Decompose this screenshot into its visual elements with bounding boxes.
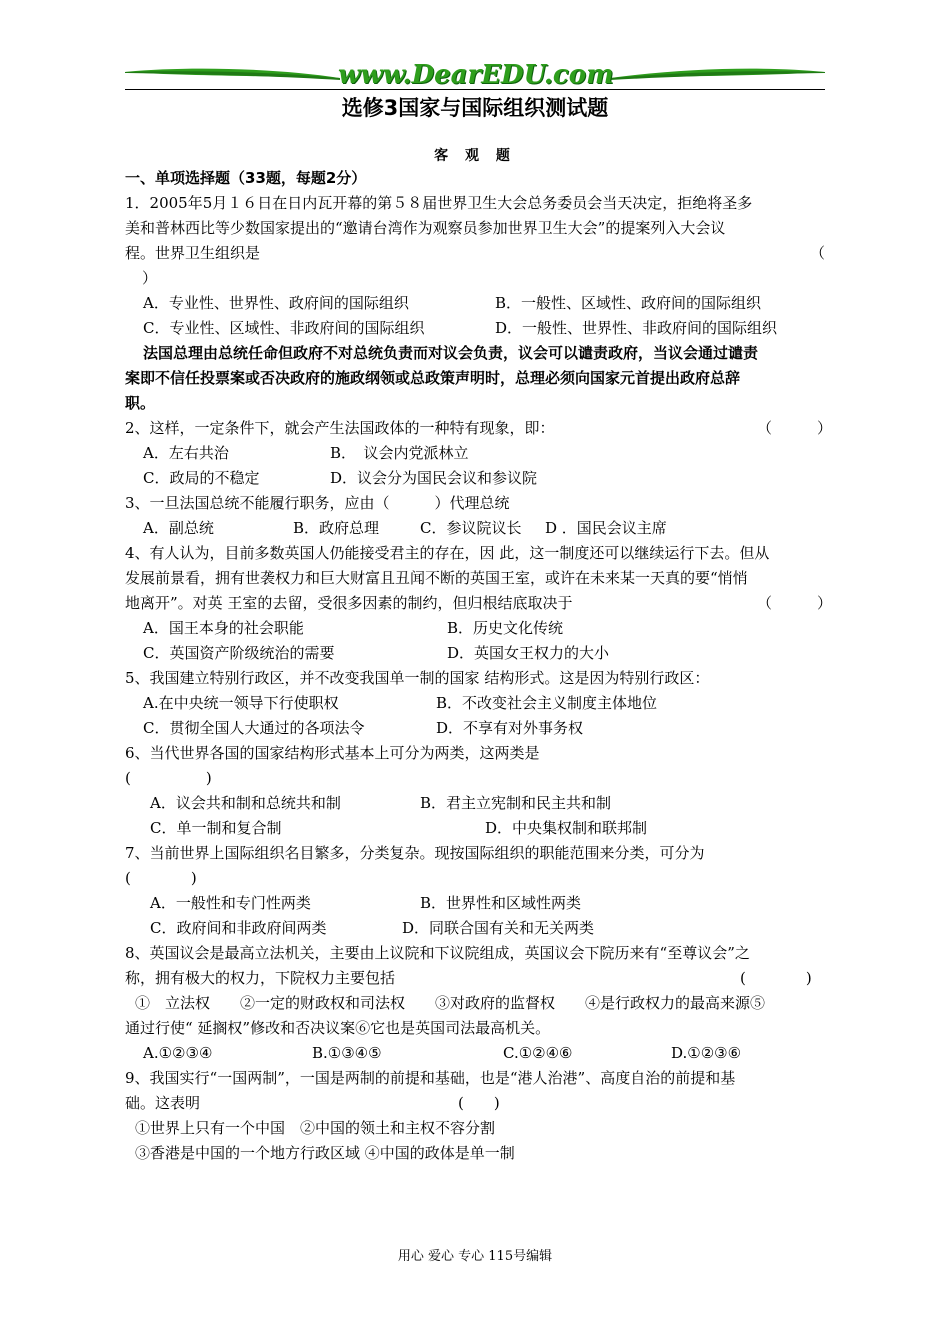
q9-answer-paren: ( ) <box>458 1094 500 1112</box>
q3-option-b: B．政府总理 <box>293 519 380 537</box>
q4-option-a: A．国王本身的社会职能 <box>143 619 304 637</box>
q3-option-c: C．参议院议长 <box>420 519 522 537</box>
q1-stem-line2: 美和普林西比等少数国家提出的“邀请台湾作为观察员参加世界卫生大会”的提案列入大会议 <box>125 219 726 237</box>
q2-answer-paren: （ ） <box>757 419 833 437</box>
q6-stem: 6、当代世界各国的国家结构形式基本上可分为两类，这两类是 <box>125 744 540 762</box>
q5-stem: 5、我国建立特别行政区，并不改变我国单一制的国家 结构形式。这是因为特别行政区： <box>125 669 710 687</box>
passage-line3: 职。 <box>125 394 156 412</box>
q9-stem-line1: 9、我国实行“一国两制”，一国是两制的前提和基础，也是“港人治港”、高度自治的前提和基 <box>125 1069 736 1087</box>
section-heading: 一、单项选择题（33题，每题2分） <box>125 169 367 187</box>
q4-stem-line2: 发展前景看，拥有世袭权力和巨大财富且丑闻不断的英国王室，或许在未来某一天真的要“悄悄 <box>125 569 748 587</box>
q8-statements-line2: 通过行使“ 延搁权”修改和否决议案⑥它也是英国司法最高机关。 <box>125 1019 551 1037</box>
q6-option-a: A．议会共和制和总统共和制 <box>150 794 341 812</box>
q4-option-c: C．英国资产阶级统治的需要 <box>143 644 335 662</box>
q2-option-d: D．议会分为国民会议和参议院 <box>330 469 538 487</box>
q7-option-c: C．政府间和非政府间两类 <box>150 919 327 937</box>
q4-stem-line3: 地离开”。对英 王室的去留，受很多因素的制约，但归根结底取决于 <box>125 594 573 612</box>
q8-stem-line1: 8、英国议会是最高立法机关，主要由上议院和下议院组成，英国议会下院历来有“至尊议会”之 <box>125 944 750 962</box>
q3-stem: 3、一旦法国总统不能履行职务，应由（ ）代理总统 <box>125 494 510 512</box>
q5-option-b: B．不改变社会主义制度主体地位 <box>436 694 658 712</box>
passage-line1: 法国总理由总统任命但政府不对总统负责而对议会负责，议会可以谴责政府，当议会通过谴责 <box>143 344 759 362</box>
section-subtitle: 客 观 题 <box>434 148 516 164</box>
site-logo-text: www.DearEDU.com <box>338 60 614 90</box>
q7-option-d: D．同联合国有关和无关两类 <box>402 919 595 937</box>
q4-stem-line1: 4、有人认为，目前多数英国人仍能接受君主的存在，因 此，这一制度还可以继续运行下去。但从 <box>125 544 770 562</box>
passage-line2: 案即不信任投票案或否决政府的施政纲领或总政策声明时，总理必须向国家元首提出政府总辞 <box>125 369 741 387</box>
q3-option-a: A．副总统 <box>143 519 214 537</box>
q7-answer-paren: ( ) <box>125 869 197 887</box>
page-footer: 用心 爱心 专心 115号编辑 <box>397 1249 553 1264</box>
q8-stem-line2: 称，拥有极大的权力，下院权力主要包括 <box>125 969 396 987</box>
q8-answer-paren: ( ) <box>740 969 812 987</box>
q3-option-d: D ．国民会议主席 <box>545 519 667 537</box>
q8-statements-line1: ① 立法权 ②一定的财政权和司法权 ③对政府的监督权 ④是行政权力的最高来源⑤ <box>135 994 766 1012</box>
q7-option-b: B．世界性和区域性两类 <box>420 894 582 912</box>
q1-option-b: B．一般性、区域性、政府间的国际组织 <box>495 294 762 312</box>
q2-stem: 2、这样，一定条件下，就会产生法国政体的一种特有现象，即： <box>125 419 555 437</box>
q6-option-c: C．单一制和复合制 <box>150 819 282 837</box>
q5-option-c: C．贯彻全国人大通过的各项法令 <box>143 719 365 737</box>
q8-option-a: A.①②③④ <box>143 1044 213 1062</box>
q2-option-c: C．政局的不稳定 <box>143 469 260 487</box>
q8-option-d: D.①②③⑥ <box>671 1044 742 1062</box>
q6-answer-paren: ( ) <box>125 769 212 787</box>
q1-option-a: A．专业性、世界性、政府间的国际组织 <box>143 294 409 312</box>
q6-option-d: D．中央集权制和联邦制 <box>485 819 648 837</box>
q1-option-c: C．专业性、区域性、非政府间的国际组织 <box>143 319 425 337</box>
q1-paren-close: ） <box>142 269 158 287</box>
q6-option-b: B．君主立宪制和民主共和制 <box>420 794 612 812</box>
q4-option-b: B．历史文化传统 <box>447 619 564 637</box>
q8-option-b: B.①③④⑤ <box>312 1044 382 1062</box>
q5-option-a: A.在中央统一领导下行使职权 <box>143 694 339 712</box>
q2-option-a: A．左右共治 <box>143 444 229 462</box>
q7-stem: 7、当前世界上国际组织名目繁多，分类复杂。现按国际组织的职能范围来分类，可分为 <box>125 844 705 862</box>
q4-answer-paren: （ ） <box>757 594 833 612</box>
q4-option-d: D．英国女王权力的大小 <box>447 644 610 662</box>
q1-stem-line3: 程。世界卫生组织是 <box>125 244 261 262</box>
header-rule <box>125 89 825 90</box>
q1-stem-line1: 1．2005年5月１６日在日内瓦开幕的第５８届世界卫生大会总务委员会当天决定，拒绝将圣多 <box>125 194 753 212</box>
q1-option-d: D．一般性、世界性、非政府间的国际组织 <box>495 319 778 337</box>
q9-statements-line1: ①世界上只有一个中国 ②中国的领土和主权不容分割 <box>135 1119 496 1137</box>
q8-option-c: C.①②④⑥ <box>503 1044 573 1062</box>
page-title: 选修3国家与国际组织测试题 <box>341 96 609 120</box>
q1-paren-open: （ <box>810 244 826 262</box>
q9-statements-line2: ③香港是中国的一个地方行政区域 ④中国的政体是单一制 <box>135 1144 515 1162</box>
q2-option-b: B． 议会内党派林立 <box>330 444 469 462</box>
q5-option-d: D．不享有对外事务权 <box>436 719 584 737</box>
q9-stem-line2: 础。这表明 <box>125 1094 201 1112</box>
q7-option-a: A．一般性和专门性两类 <box>150 894 311 912</box>
